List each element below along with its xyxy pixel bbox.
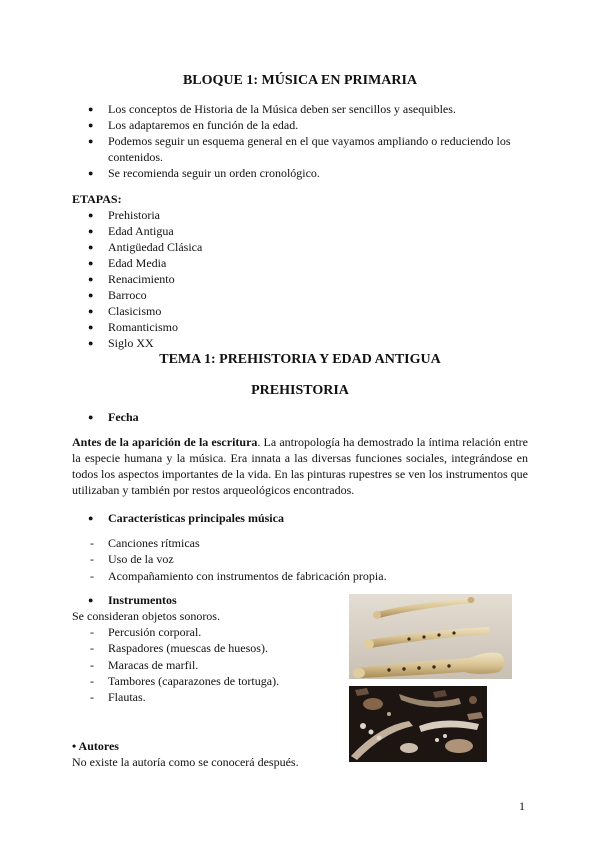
section-title: PREHISTORIA — [251, 383, 349, 398]
intro-bullet-item: ● Los conceptos de Historia de la Música deben ser sencillos y asequibles. — [72, 101, 530, 117]
etapa-item: ● Siglo XX — [72, 335, 372, 351]
instrumento-item: - Raspadores (muescas de huesos). — [72, 640, 342, 656]
fecha-paragraph — [72, 434, 528, 498]
intro-bullet-item: ● Se recomienda seguir un orden cronológico. — [72, 165, 530, 181]
fecha-lead: Antes de la aparición de la escritura — [72, 435, 258, 449]
instrumentos-intro: Se consideran objetos sonoros. — [72, 609, 220, 623]
instrumento-item: - Tambores (caparazones de tortuga). — [72, 673, 342, 689]
intro-bullet-item: ● Los adaptaremos en función de la edad. — [72, 117, 530, 133]
etapa-item: ● Romanticismo — [72, 319, 372, 335]
caracteristica-item: - Acompañamiento con instrumentos de fabricación propia. — [72, 568, 528, 584]
instrumento-item: - Flautas. — [72, 689, 342, 705]
etapa-item: ● Clasicismo — [72, 303, 372, 319]
instrumento-item: - Maracas de marfil. — [72, 657, 342, 673]
autores-heading: • Autores — [72, 739, 119, 753]
instrumentos-list — [72, 624, 342, 705]
page-number: 1 — [519, 799, 525, 813]
intro-bullet-list — [72, 101, 530, 181]
caracteristica-item: - Uso de la voz — [72, 551, 528, 567]
etapa-item: ● Prehistoria — [72, 207, 372, 223]
autores-text: No existe la autoría como se conocerá después. — [72, 755, 299, 769]
fecha-heading: ● Fecha — [72, 409, 139, 425]
etapa-item: ● Edad Media — [72, 255, 372, 271]
block-title: BLOQUE 1: MÚSICA EN PRIMARIA — [182, 73, 418, 88]
etapa-item: ● Antigüedad Clásica — [72, 239, 372, 255]
etapa-item: ● Renacimiento — [72, 271, 372, 287]
fecha-text: . La antropología ha demostrado la íntima relación entre la especie humana y la música. Era innata a las diversas funciones sociales, integrándose en todos los aspectos importantes de la vida. En las pinturas rupestres se ven los instrumentos que utilizaban y también por restos arqueológicos encontrados. — [72, 435, 528, 497]
instrumentos-heading: ● Instrumentos — [72, 592, 177, 608]
archaeological-remains-photo — [349, 686, 487, 762]
caracteristicas-list — [72, 535, 528, 584]
etapa-item: ● Barroco — [72, 287, 372, 303]
instrumento-item: - Percusión corporal. — [72, 624, 342, 640]
caracteristicas-heading: ● Características principales música — [72, 510, 284, 526]
tema-title: TEMA 1: PREHISTORIA Y EDAD ANTIGUA — [159, 352, 441, 367]
etapa-item: ● Edad Antigua — [72, 223, 372, 239]
bone-flutes-photo — [349, 594, 512, 679]
intro-bullet-item: ● Podemos seguir un esquema general en el que vayamos ampliando o reduciendo los contenidos. — [72, 133, 530, 165]
etapas-list — [72, 207, 372, 351]
etapas-label: ETAPAS: — [72, 192, 122, 206]
caracteristica-item: - Canciones rítmicas — [72, 535, 528, 551]
